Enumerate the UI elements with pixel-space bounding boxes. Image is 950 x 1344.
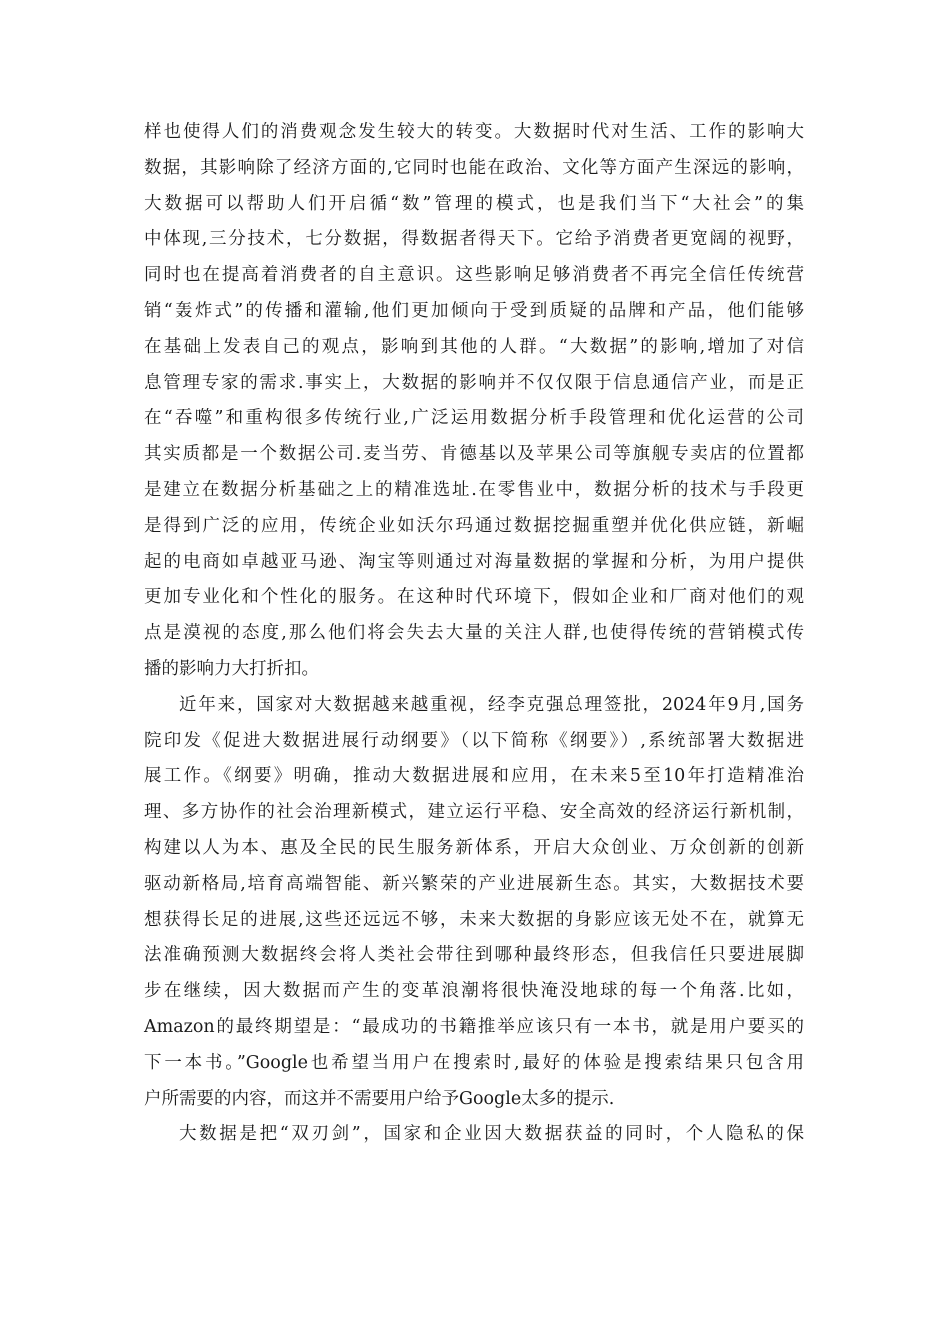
text-line: 中体现,三分技术，七分数据，得数据者得天下。它给予消费者更宽阔的视野， [144, 229, 804, 250]
text-line: 展工作。《纲要》明确，推动大数据进展和应用，在未来5至10年打造精准治 [144, 766, 804, 787]
text-line: 销“轰炸式”的传播和灌输,他们更加倾向于受到质疑的品牌和产品，他们能够 [144, 300, 804, 321]
text-line: 驱动新格局,培育高端智能、新兴繁荣的产业进展新生态。其实，大数据技术要 [144, 873, 804, 894]
text-line: 样也使得人们的消费观念发生较大的转变。大数据时代对生活、工作的影响大 [144, 122, 804, 142]
text-line: 在基础上发表自己的观点，影响到其他的人群。“大数据”的影响,增加了对信 [144, 336, 804, 357]
text-line: 其实质都是一个数据公司.麦当劳、肯德基以及苹果公司等旗舰专卖店的位置都 [144, 444, 804, 465]
text-line: 法准确预测大数据终会将人类社会带往到哪种最终形态，但我信任只要进展脚 [144, 945, 804, 966]
text-line: 院印发《促进大数据进展行动纲要》（以下简称《纲要》）,系统部署大数据进 [144, 730, 804, 751]
text-line: 点是漠视的态度,那么他们将会失去大量的关注人群,也使得传统的营销模式传 [144, 623, 804, 644]
text-line: 理、多方协作的社会治理新模式，建立运行平稳、安全高效的经济运行新机制， [144, 802, 804, 823]
text-line: 户所需要的内容，而这并不需要用户给予Google太多的提示. [144, 1088, 615, 1109]
text-line: 下一本书。”Google也希望当用户在搜索时,最好的体验是搜索结果只包含用 [144, 1052, 804, 1073]
paragraph [144, 1117, 804, 1153]
text-line: 在“吞噬”和重构很多传统行业,广泛运用数据分析手段管理和优化运营的公司 [144, 408, 804, 429]
text-line: 更加专业化和个性化的服务。在这种时代环境下，假如企业和厂商对他们的观 [144, 587, 804, 608]
text-line: 息管理专家的需求.事实上，大数据的影响并不仅仅限于信息通信产业，而是正 [144, 372, 804, 393]
text-line: 想获得长足的进展,这些还远远不够，未来大数据的身影应该无处不在，就算无 [144, 909, 804, 930]
text-line: Amazon的最终期望是：“最成功的书籍推举应该只有一本书，就是用户要买的 [144, 1016, 804, 1037]
text-line: 起的电商如卓越亚马逊、淘宝等则通过对海量数据的掌握和分析，为用户提供 [144, 551, 804, 572]
text-line: 构建以人为本、惠及全民的民生服务新体系，开启大众创业、万众创新的创新 [144, 837, 804, 858]
paragraph [144, 115, 804, 688]
text-line: 播的影响力大打折扣。 [144, 658, 319, 679]
text-line: 步在继续，因大数据而产生的变革浪潮将很快淹没地球的每一个角落.比如， [144, 981, 804, 1002]
text-line: 大数据是把“双刃剑”，国家和企业因大数据获益的同时，个人隐私的保 [179, 1124, 804, 1145]
text-line: 近年来，国家对大数据越来越重视，经李克强总理签批，2024年9月,国务 [179, 694, 804, 715]
text-line: 同时也在提高着消费者的自主意识。这些影响足够消费者不再完全信任传统营 [144, 265, 804, 286]
paragraph [144, 688, 804, 1118]
text-line: 是建立在数据分析基础之上的精准选址.在零售业中，数据分析的技术与手段更 [144, 479, 804, 500]
document-body [144, 115, 804, 1153]
text-line: 数据，其影响除了经济方面的,它同时也能在政治、文化等方面产生深远的影响， [144, 157, 804, 178]
text-line: 大数据可以帮助人们开启循“数”管理的模式，也是我们当下“大社会”的集 [144, 193, 804, 214]
text-line: 是得到广泛的应用，传统企业如沃尔玛通过数据挖掘重塑并优化供应链，新崛 [144, 515, 804, 536]
